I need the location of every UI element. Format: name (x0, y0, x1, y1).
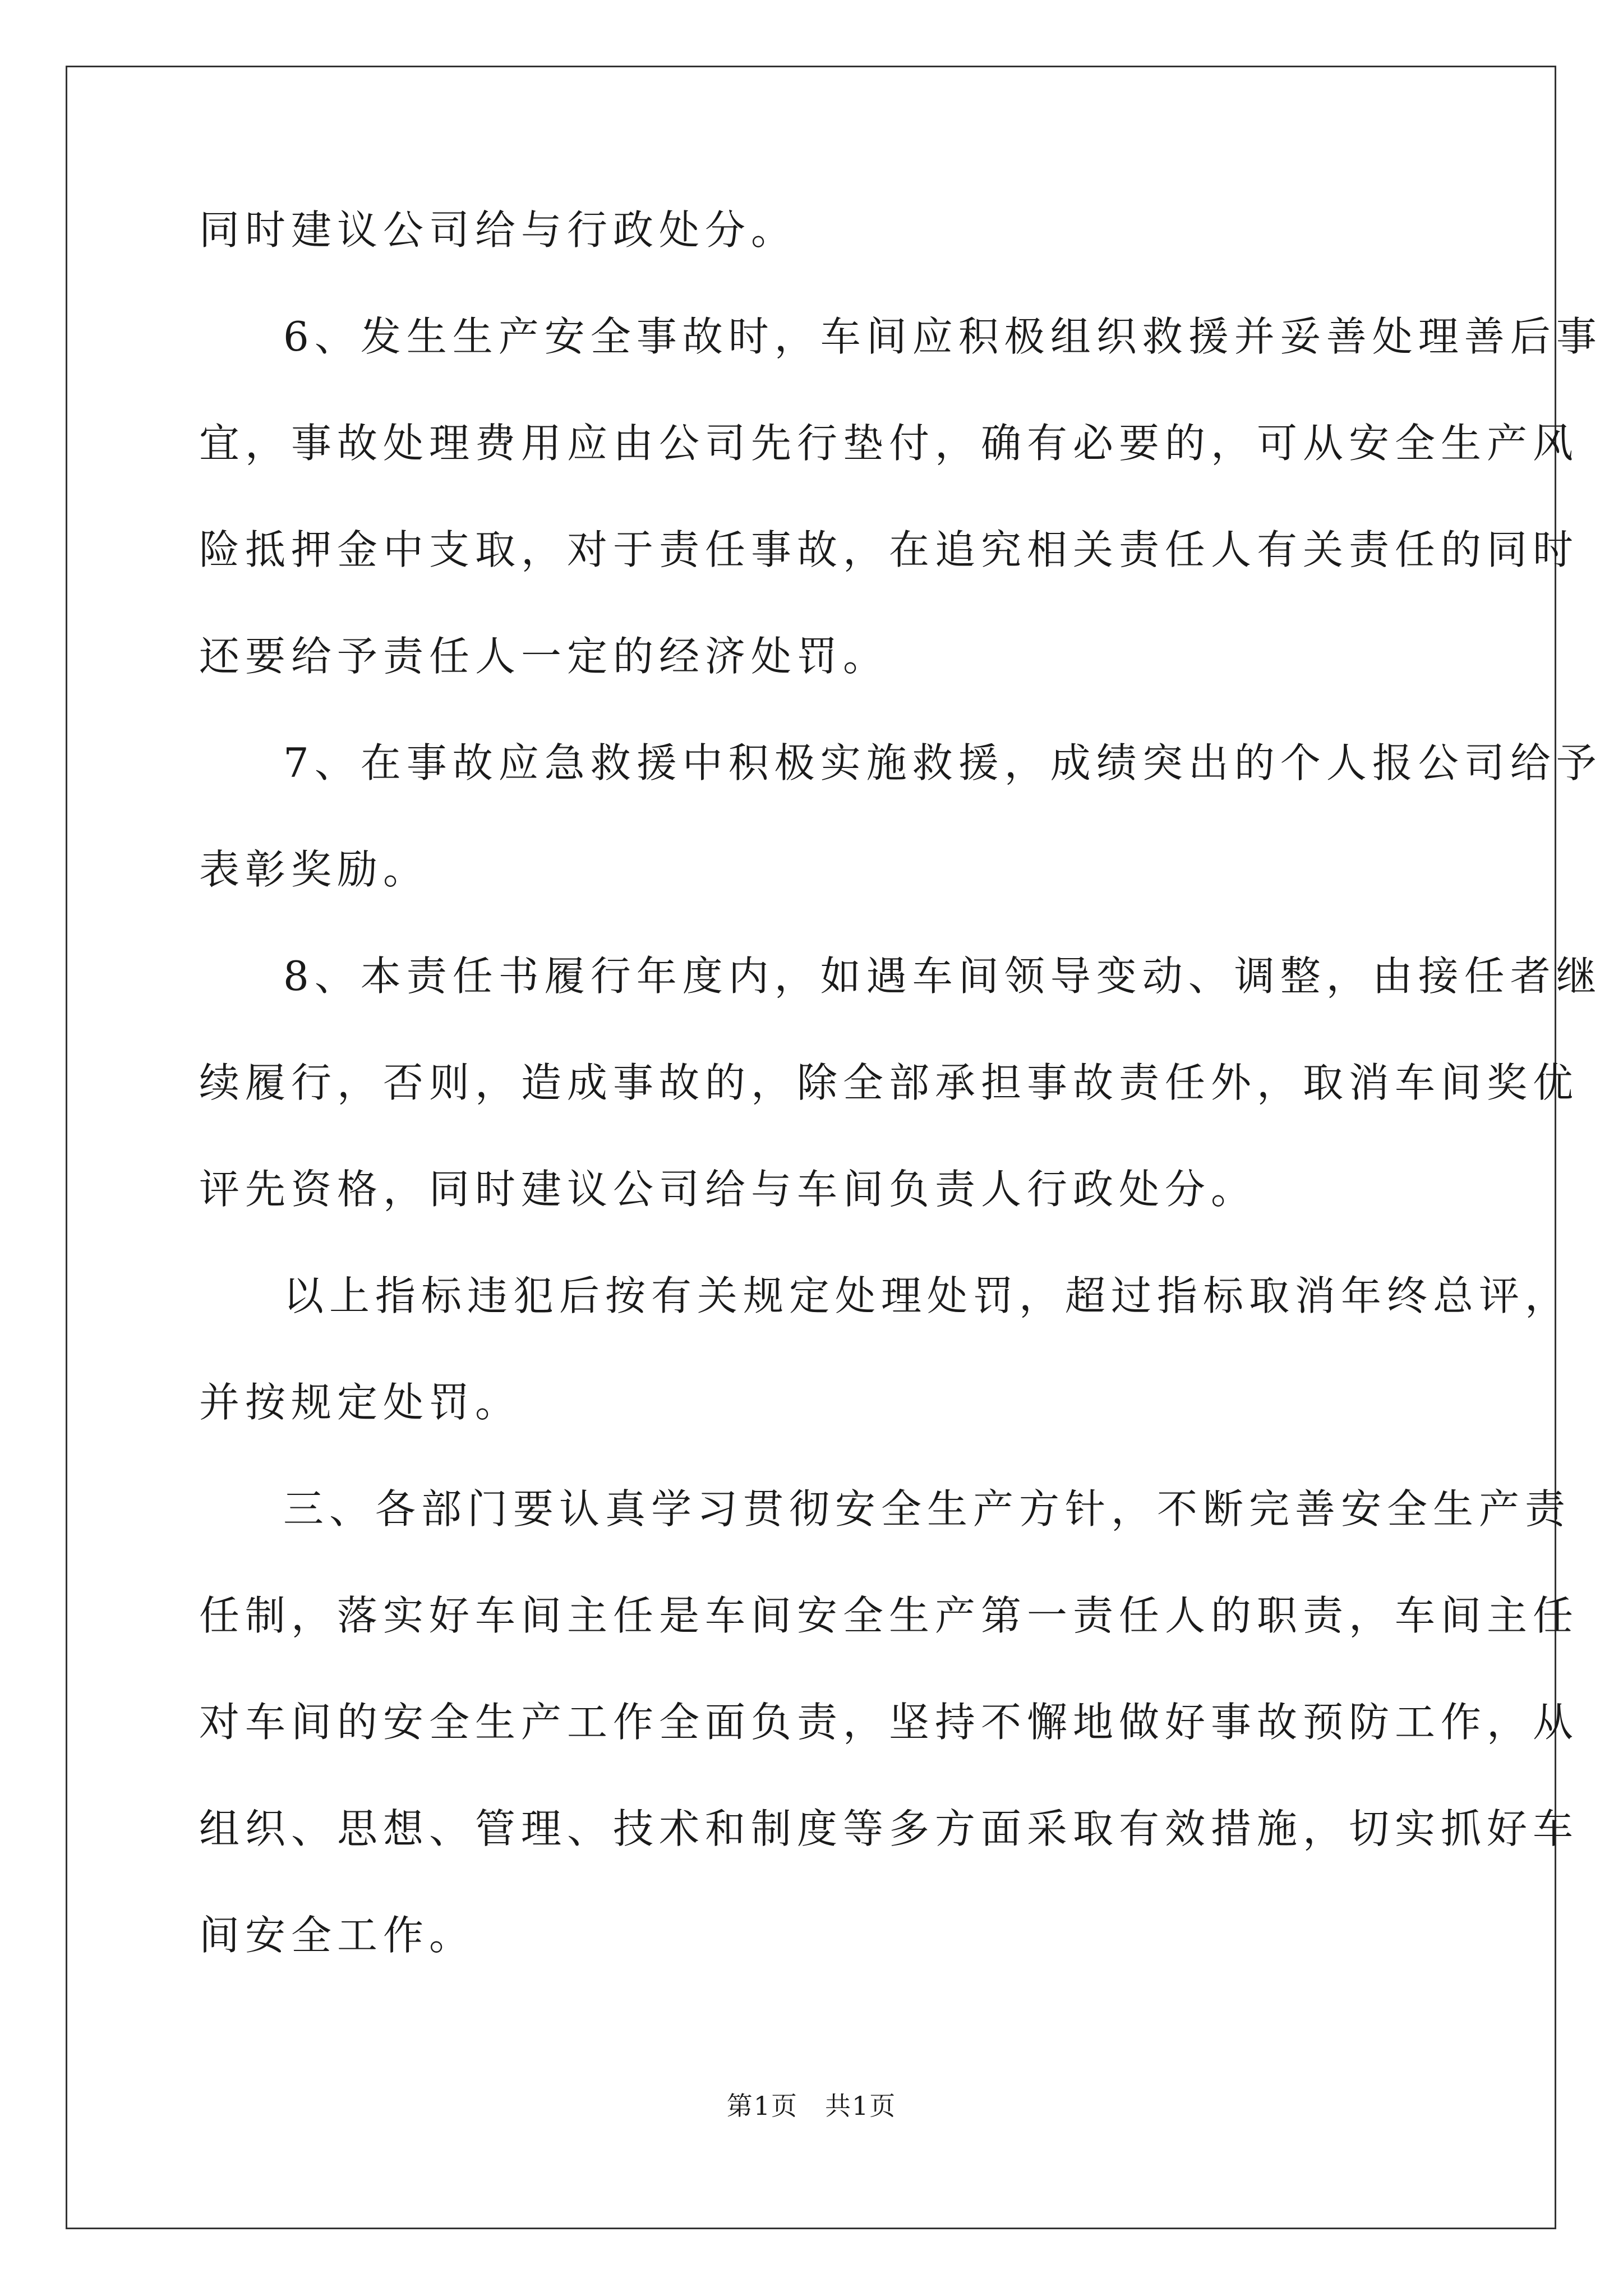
paragraph-start-line: 8、本责任书履行年度内，如遇车间领导变动、调整，由接任者继 (283, 953, 1602, 1000)
text-line: 表彰奖励。 (199, 846, 430, 893)
text-line: 组织、思想、管理、技术和制度等多方面采取有效措施，切实抓好车 (199, 1805, 1579, 1852)
text-line: 险抵押金中支取，对于责任事故，在追究相关责任人有关责任的同时 (199, 526, 1579, 573)
text-line: 宜，事故处理费用应由公司先行垫付，确有必要的，可从安全生产风 (199, 420, 1579, 467)
paragraph-start-line: 三、各部门要认真学习贯彻安全生产方针，不断完善安全生产责 (283, 1485, 1571, 1533)
text-line: 还要给予责任人一定的经济处罚。 (199, 633, 889, 680)
text-line: 同时建议公司给与行政处分。 (199, 206, 797, 254)
paragraph-start-line: 6、发生生产安全事故时，车间应积极组织救援并妥善处理善后事 (283, 313, 1602, 360)
text-line: 对车间的安全生产工作全面负责，坚持不懈地做好事故预防工作，从 (199, 1699, 1579, 1746)
text-line: 并按规定处罚。 (199, 1379, 522, 1426)
page-border (66, 66, 1556, 2229)
text-line: 续履行，否则，造成事故的，除全部承担事故责任外，取消车间奖优 (199, 1059, 1579, 1106)
text-line: 任制，落实好车间主任是车间安全生产第一责任人的职责，车间主任 (199, 1592, 1579, 1639)
text-line: 评先资格，同时建议公司给与车间负责人行政处分。 (199, 1166, 1257, 1213)
paragraph-start-line: 以上指标违犯后按有关规定处理处罚，超过指标取消年终总评， (283, 1272, 1571, 1319)
text-line: 间安全工作。 (199, 1912, 476, 1959)
paragraph-start-line: 7、在事故应急救援中积极实施救援，成绩突出的个人报公司给予 (283, 739, 1602, 786)
page-number-footer: 第1页 共1页 (726, 2091, 897, 2121)
